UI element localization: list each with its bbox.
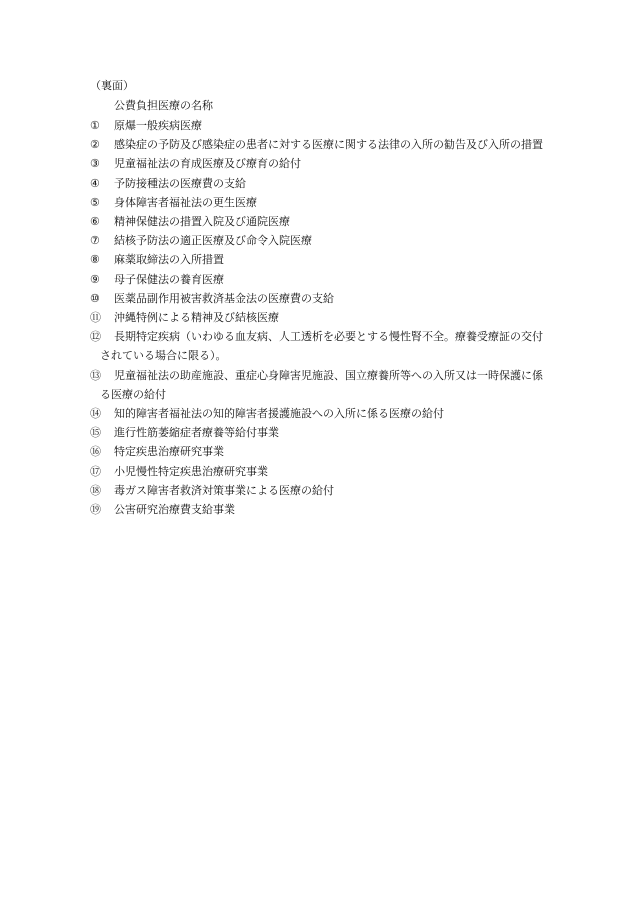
item-number: ② xyxy=(90,138,100,152)
item-number: ④ xyxy=(90,176,100,190)
item-number: ⑩ xyxy=(90,291,100,305)
list-item xyxy=(90,366,550,404)
item-number: ③ xyxy=(90,157,100,171)
item-number: ⑧ xyxy=(90,253,100,267)
reverse-side-label: （裏面） xyxy=(90,79,134,92)
item-text: 児童福祉法の育成医療及び療育の給付 xyxy=(114,157,301,171)
item-text: 精神保健法の措置入院及び通院医療 xyxy=(114,215,290,229)
list-item xyxy=(90,481,550,500)
list-item xyxy=(90,500,550,519)
list-item xyxy=(90,135,550,154)
item-text: 小児慢性特定疾患治療研究事業 xyxy=(114,464,268,478)
item-text: 母子保健法の養育医療 xyxy=(114,272,224,286)
list-item xyxy=(90,231,550,250)
list-item xyxy=(90,193,550,212)
item-text: 麻薬取締法の入所措置 xyxy=(114,253,224,267)
item-number: ⑦ xyxy=(90,234,100,248)
item-text: 児童福祉法の助産施設、重症心身障害児施設、国立療養所等への入所又は一時保護に係る医療の給付 xyxy=(100,368,543,401)
list-item xyxy=(90,174,550,193)
item-number: ⑬ xyxy=(90,368,101,382)
item-number: ⑯ xyxy=(90,445,101,459)
item-text: 毒ガス障害者救済対策事業による医療の給付 xyxy=(114,483,334,497)
item-number: ⑱ xyxy=(90,483,101,497)
item-number: ⑨ xyxy=(90,272,100,286)
item-number: ⑭ xyxy=(90,407,101,421)
item-text: 身体障害者福祉法の更生医療 xyxy=(114,195,257,209)
item-number: ⑪ xyxy=(90,311,101,325)
list-item xyxy=(90,442,550,461)
item-text: 感染症の予防及び感染症の患者に対する医療に関する法律の入所の勧告及び入所の措置 xyxy=(114,138,543,152)
list-item xyxy=(90,289,550,308)
public-expense-medical-list xyxy=(90,116,550,519)
item-text: 長期特定疾病（いわゆる血友病、人工透析を必要とする慢性腎不全。療養受療証の交付されている場合に限る）。 xyxy=(100,330,543,363)
list-item xyxy=(90,116,550,135)
list-item xyxy=(90,250,550,269)
item-number: ⑥ xyxy=(90,215,100,229)
item-text: 予防接種法の医療費の支給 xyxy=(114,176,246,190)
item-text: 進行性筋萎縮症者療養等給付事業 xyxy=(114,426,279,440)
item-number: ⑰ xyxy=(90,464,101,478)
list-item xyxy=(90,212,550,231)
item-text: 結核予防法の適正医療及び命令入院医療 xyxy=(114,234,312,248)
list-item xyxy=(90,327,550,365)
item-number: ⑲ xyxy=(90,503,101,517)
list-item xyxy=(90,423,550,442)
item-number: ⑮ xyxy=(90,426,101,440)
item-text: 医薬品副作用被害救済基金法の医療費の支給 xyxy=(114,291,334,305)
item-text: 原爆一般疾病医療 xyxy=(114,119,202,132)
list-item xyxy=(90,154,550,173)
item-text: 特定疾患治療研究事業 xyxy=(114,445,224,459)
list-heading: 公費負担医療の名称 xyxy=(114,99,213,112)
list-item xyxy=(90,270,550,289)
item-text: 公害研究治療費支給事業 xyxy=(114,503,235,517)
list-item xyxy=(90,308,550,327)
item-number: ① xyxy=(90,119,100,132)
item-number: ⑤ xyxy=(90,195,100,209)
item-text: 沖縄特例による精神及び結核医療 xyxy=(114,311,279,325)
list-item xyxy=(90,404,550,423)
list-item xyxy=(90,462,550,481)
item-number: ⑫ xyxy=(90,330,101,344)
item-text: 知的障害者福祉法の知的障害者援護施設への入所に係る医療の給付 xyxy=(114,407,444,421)
